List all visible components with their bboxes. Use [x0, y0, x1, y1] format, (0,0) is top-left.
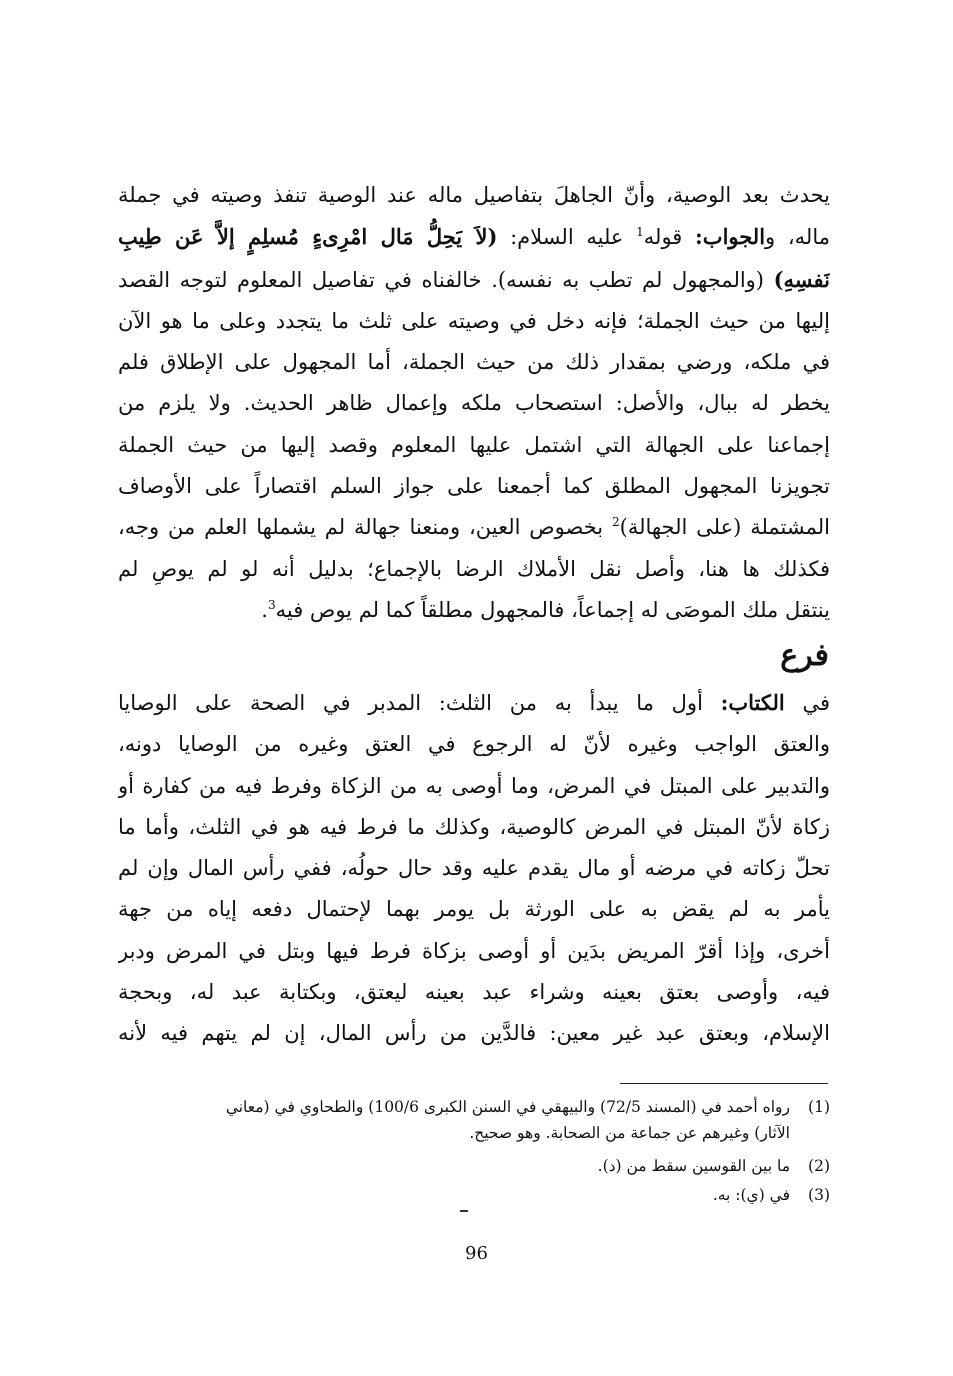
- footnote-3: [120, 1182, 830, 1208]
- footnote-number: (1): [808, 1098, 830, 1116]
- text-line: إليها من حيث الجملة؛ فإنه دخل في وصيته على ثلث ما يتجدد وعلى ما هو الآن: [118, 308, 830, 333]
- footnote-text: في (ي): به.: [712, 1186, 790, 1204]
- text-line: فكذلك ها هنا، وأصل نقل الأملاك الرضا بالإجماع؛ بدليل أنه لو لم يوصِ لم: [118, 556, 830, 581]
- answer-label: الجواب:: [695, 224, 766, 250]
- text-span: قوله: [643, 225, 696, 250]
- paragraph-1: [118, 175, 830, 631]
- hadith-quote: (لاَ يَحِلُّ مَال امْرِىءٍ مُسلِمٍ إلاَّ عَن طِيبِ: [118, 224, 498, 250]
- text-line: [118, 216, 830, 258]
- scan-mark: [460, 1210, 468, 1212]
- text-line: والعتق الواجب وغيره لأنّ له الرجوع في العتق وغيره من الوصايا دونه،: [118, 732, 830, 757]
- footnote-text-continued: الآثار) وغيرهم عن جماعة من الصحابة. وهو صحيح.: [469, 1124, 790, 1142]
- section-heading: فرع: [780, 638, 829, 673]
- footnote-number: (3): [808, 1186, 830, 1204]
- text-span: ماله، و: [765, 225, 830, 250]
- text-line: تجويزنا المجهول المطلق كما أجمعنا على جواز السلم اقتصاراً على الأوصاف: [118, 474, 830, 499]
- book-label: الكتاب:: [720, 690, 785, 715]
- footnote-divider: [620, 1083, 828, 1084]
- text-line: فيه، وأوصى بعتق بعينه وشراء عبد بعينه ليعتق، وبكتابة عبد له، وبحجة: [118, 980, 830, 1005]
- footnote-ref[interactable]: 2: [611, 515, 620, 530]
- text-line: يخطر له ببال، والأصل: استصحاب ملكه وإعمال ظاهر الحديث. ولا يلزم من: [118, 391, 830, 416]
- text-line: الإسلام، وبعتق عبد غير معين: فالدَّين من رأس المال، إن لم يتهم فيه لأنه: [118, 1021, 830, 1046]
- footnote-ref[interactable]: 3: [267, 597, 276, 612]
- footnote-1: [120, 1094, 830, 1146]
- text-line: [118, 259, 830, 301]
- text-span: في: [784, 691, 830, 715]
- text-span: بخصوص العين، ومنعنا جهالة لم يشملها العلم من وجه،: [118, 515, 612, 540]
- paragraph-2: [118, 682, 830, 1055]
- footnote-number: (2): [808, 1157, 830, 1175]
- text-line: [118, 682, 830, 724]
- text-span: .: [261, 597, 268, 622]
- text-line: والتدبير على المبتل في المرض، وما أوصى به من الزكاة وفرط فيه من كفارة أو: [118, 773, 830, 798]
- text-line: يأمر به لم يقض به على الورثة بل يومر بهما لإحتمال دفعه إياه من جهة: [118, 897, 830, 922]
- text-span: (والمجهول لم تطب به نفسه). خالفناه في تفاصيل المعلوم لتوجه القصد: [118, 267, 765, 292]
- text-line: إجماعنا على الجهالة التي اشتمل عليها المعلوم وقصد إليها من حيث الجملة: [118, 432, 830, 457]
- footnote-text: رواه أحمد في (المسند 72/5) والبيهقي في السنن الكبرى 100/6) والطحاوي في (معاني: [225, 1098, 790, 1116]
- footnote-text: ما بين القوسين سقط من (د).: [597, 1157, 790, 1175]
- text-line: زكاة لأنّ المبتل في المرض كالوصية، وكذلك ما فرط فيه هو في الثلث، وأما ما: [118, 814, 830, 839]
- footnote-ref[interactable]: 1: [636, 225, 644, 240]
- text-span: المشتملة (على الجهالة): [619, 515, 830, 540]
- text-span: ينتقل ملك الموصَى له إجماعاً، فالمجهول مطلقاً كما لم يوص فيه: [275, 597, 830, 622]
- text-line: تحلّ زكاته في مرضه أو مال يقدم عليه وقد حال حولُه، ففي رأس المال وإن لم: [118, 856, 830, 881]
- text-line: يحدث بعد الوصية، وأنّ الجاهلَ بتفاصيل ماله عند الوصية تنفذ وصيته في جملة: [118, 183, 830, 207]
- text-span: أول ما يبدأ به من الثلث: المدبر في الصحة على الوصايا: [118, 691, 721, 715]
- page-number: 96: [465, 1243, 488, 1264]
- text-line: [118, 507, 830, 548]
- text-line: أخرى، وإذا أقرّ المريض بدَين أو أوصى بزكاة فرط فيها وبتل في المرض ودبر: [118, 938, 830, 963]
- text-line: في ملكه، ورضي بمقدار ذلك من حيث الجملة، أما المجهول على الإطلاق فلم: [118, 350, 830, 375]
- hadith-quote: نَفسِهِ): [773, 266, 830, 292]
- text-span: عليه السلام:: [497, 225, 637, 250]
- footnote-2: [120, 1153, 830, 1179]
- text-line: [118, 590, 830, 631]
